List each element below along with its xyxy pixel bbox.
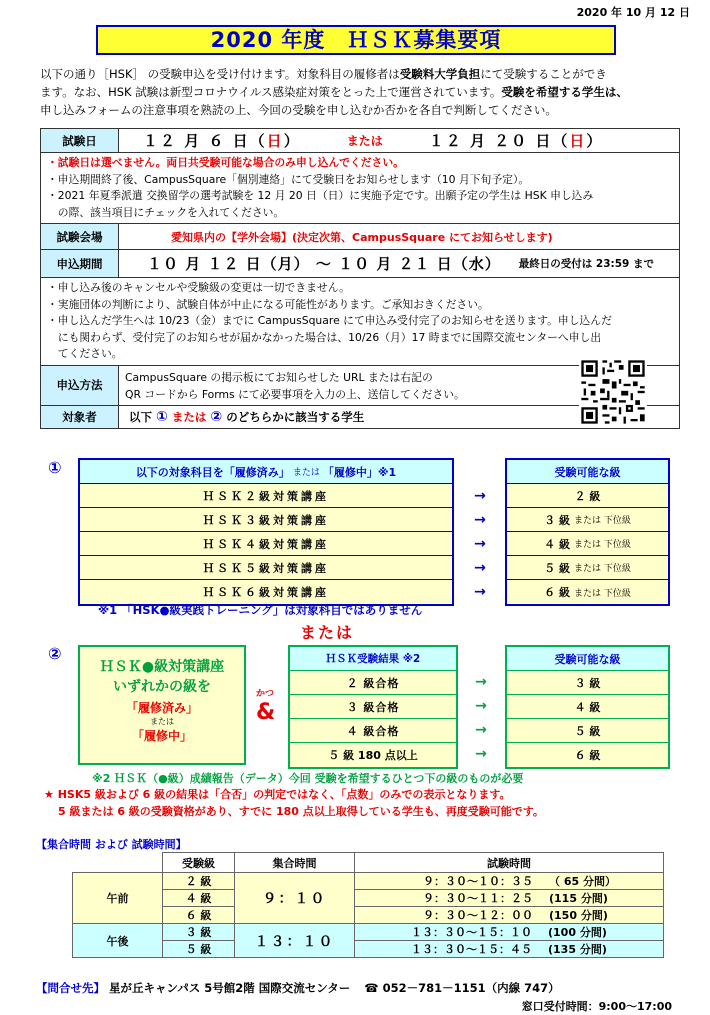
exam-day-notes: ・試験日は選べません。両日共受験可能な場合のみ申し込んでください。 ・申込期間終了後、CampusSquare「個別連絡」にて受験日をお知らせします（10 月下旬予定）。 ・2021 年夏季派遣 交換留学の選考試験を 12 月 20 日（日）に実施予定です。出願予定の学生は HSK 申し込み の際、該当項目にチェックを入れてください。 — [41, 153, 679, 224]
level-row: ６ 級 または 下位級 — [507, 580, 668, 604]
level-row: ２ 級 — [507, 484, 668, 508]
period-row: 申込期間 １０ 月 １２ 日（月） ～ １０ 月 ２１ 日（水） 最終日の受付は 23:59 まで — [41, 250, 679, 278]
result-row: ４ 級合格 — [290, 719, 456, 743]
section2-note1: ※2 ＨＳＫ（●級）成績報告（データ）今回 受験を希望するひとつ下の級のものが必要 — [92, 772, 524, 785]
exam-day-row: 試験日 １２ 月 ６ 日（ 日 ） または １２ 月 ２０ 日（ 日 ） — [41, 129, 679, 153]
period-notes: ・申し込み後のキャンセルや受験級の変更は一切できません。 ・実施団体の判断により、試験自体が中止になる可能性があります。ご承知おきください。 ・申し込んだ学生へは 10/23（金）までに CampusSquare にて申込み受付完了のお知らせを送ります。申し込んだ にも関わらず、受付完了のお知らせが届かなかった場合は、10/26（月）17 時までに国際交流センターへ申し出 てください。 — [41, 278, 679, 366]
result-row: ５ 級 180 点以上 — [290, 743, 456, 767]
contact-line: 【問合せ先】 星が丘キャンパス 5号館2階 国際交流センター ☎ 052－781－1151（内線 747） — [36, 981, 560, 995]
section1-number: ① — [48, 458, 62, 477]
section1-course-table — [78, 458, 454, 606]
section2-condition-box: ＨＳＫ●級対策講座 いずれかの級を 「履修済み」 または 「履修中」 — [78, 645, 246, 765]
section1-header: 以下の対象科目を「履修済み」 または 「履修中」※1 — [80, 460, 452, 484]
target-label: 対象者 — [41, 406, 119, 428]
qr-code[interactable] — [579, 358, 647, 426]
level-row: ４ 級 または 下位級 — [507, 532, 668, 556]
contact-hours: 窓口受付時間：9:00～17:00 — [521, 1000, 672, 1013]
section2-arrows: → → → → — [475, 674, 487, 762]
intro-text: 以下の通り［HSK］ の受験申込を受け付けます。対象科目の履修者は受験料大学負担にて受験することができ ます。なお、HSK 試験は新型コロナウイルス感染症対策をとった上で運営されています。受験を希望する学生は、 申し込みフォームの注意事項を熟読の上、今回の受験を申し込むか否かを各自で判断してください。 — [40, 67, 628, 117]
section2-level-table: 受験可能な級 ３ 級 ４ 級 ５ 級 ６ 級 — [505, 645, 670, 769]
result-row: ２ 級合格 — [290, 671, 456, 695]
course-row: ＨＳＫ４級対策講座 — [80, 532, 452, 556]
section2-note3: 5 級または 6 級の受験資格があり、すでに 180 点以上取得している学生も、再度受験可能です。 — [58, 805, 544, 818]
section2-result-table: ＨＳＫ受験結果 ※2 ２ 級合格 ３ 級合格 ４ 級合格 ５ 級 180 点以上 — [288, 645, 458, 769]
course-row: ＨＳＫ６級対策講座 — [80, 580, 452, 604]
section1-arrows: → → → → → — [474, 488, 486, 600]
level-row: ５ 級 — [507, 719, 668, 743]
method-row: 申込方法 CampusSquare の掲示板にてお知らせした URL または右記の QR コードから Forms にて必要事項を入力の上、送信してください。 — [41, 366, 679, 406]
section1-footnote: ※1 「HSK●級実践トレーニング」は対象科目ではありません — [98, 603, 423, 617]
level-row: ５ 級 または 下位級 — [507, 556, 668, 580]
venue-label: 試験会場 — [41, 224, 119, 249]
period-label: 申込期間 — [41, 250, 119, 277]
phone-icon: ☎ — [364, 981, 379, 995]
or-divider: または — [300, 623, 355, 642]
katsu-label: かつ — [256, 689, 275, 699]
target-row: 対象者 以下 ① または ② のどちらかに該当する学生 — [41, 406, 679, 428]
section2-note2: ★ HSK5 級および 6 級の結果は「合否」の判定ではなく、「点数」のみでの表示となります。 — [44, 788, 511, 801]
result-row: ３ 級合格 — [290, 695, 456, 719]
course-row: ＨＳＫ３級対策講座 — [80, 508, 452, 532]
issue-date: 2020 年 10 月 12 日 — [576, 6, 690, 19]
section2-number: ② — [48, 644, 62, 663]
venue-row — [41, 224, 679, 250]
schedule-title: 【集合時間 および 試験時間】 — [36, 838, 187, 851]
schedule-table: 受験級 集合時間 試験時間 午前 ２ 級 ９：１０ ９：３０～１０：３５ （ 65 分間） ４ 級 ９：３０～１１：２５ (115 分間) ６ 級 ９：３０～１２：００ (150 分間) 午後 ３ 級 １３：１０ １３：３０～１５：１０ (100 分間) ５ 級 １３：３０～１５：４５ (135 分間) — [72, 852, 664, 958]
course-row: ＨＳＫ２級対策講座 — [80, 484, 452, 508]
level-row: ４ 級 — [507, 695, 668, 719]
section1-level-table: 受験可能な級 ２ 級 ３ 級 または 下位級 ４ 級 または 下位級 ５ 級 または 下位級 ６ 級 または 下位級 — [505, 458, 670, 606]
exam-day-label: 試験日 — [41, 129, 119, 152]
level-row: ３ 級 — [507, 671, 668, 695]
method-label: 申込方法 — [41, 366, 119, 405]
venue-text: 愛知県内の【学外会場】(決定次第、CampusSquare にてお知らせします) — [171, 230, 553, 244]
page-title: 2020 年度 ＨＳＫ募集要項 — [96, 25, 616, 55]
level-row: ６ 級 — [507, 743, 668, 767]
level-row: ３ 級 または 下位級 — [507, 508, 668, 532]
info-table — [40, 128, 680, 429]
and-sign: & — [256, 700, 276, 725]
course-row: ＨＳＫ５級対策講座 — [80, 556, 452, 580]
